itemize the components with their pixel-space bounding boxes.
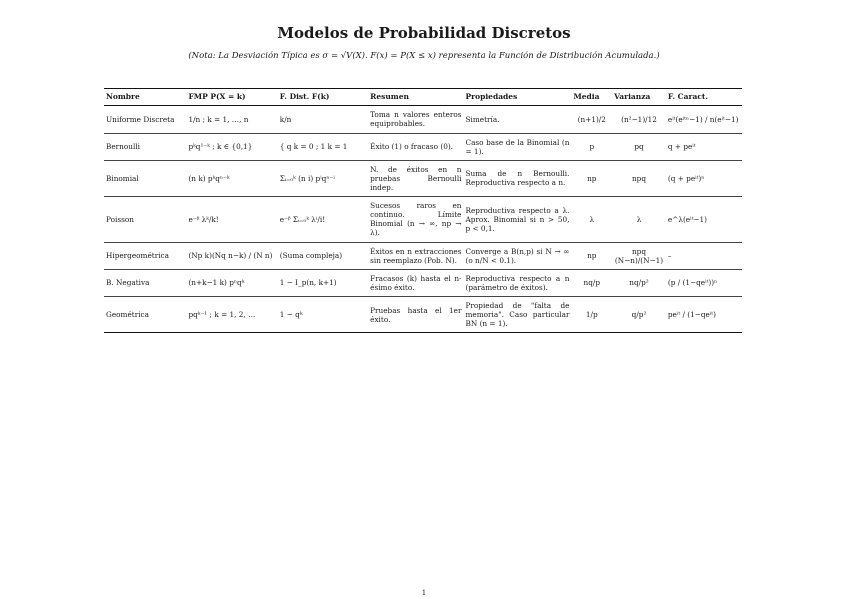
cell-summary: N. de éxitos en n pruebas Bernoulli indep.	[368, 160, 463, 196]
cell-char: (q + peⁱᵗ)ⁿ	[666, 160, 742, 196]
header-char: F. Caract.	[666, 89, 742, 106]
cell-pmf: 1/n ; k = 1, …, n	[186, 106, 277, 133]
cell-name: Binomial	[104, 160, 186, 196]
cell-cdf: e⁻ᵝ Σᵢ₌₀ᵏ λⁱ/i!	[278, 197, 368, 242]
header-cdf: F. Dist. F(k)	[278, 89, 368, 106]
page-number: 1	[421, 589, 427, 597]
cell-cdf: 1 − I_p(n, k+1)	[278, 269, 368, 296]
header-name: Nombre	[104, 89, 186, 106]
header-properties: Propiedades	[464, 89, 572, 106]
cell-name: Bernoulli	[104, 133, 186, 160]
cell-variance: pq	[612, 133, 666, 160]
cell-cdf: { q k = 0 ; 1 k = 1	[278, 133, 368, 160]
cell-pmf: pqᵏ⁻¹ ; k = 1, 2, …	[186, 297, 277, 333]
cell-properties: Suma de n Bernoulli. Reproductiva respecto a n.	[464, 160, 572, 196]
cell-name: B. Negativa	[104, 269, 186, 296]
header-variance: Varianza	[612, 89, 666, 106]
cell-char: (p / (1−qeⁱᵗ))ⁿ	[666, 269, 742, 296]
cell-properties: Reproductiva respecto a λ. Aprox. Binomial si n > 50, p < 0,1.	[464, 197, 572, 242]
cell-variance: nq/p²	[612, 269, 666, 296]
table-row	[104, 297, 742, 333]
cell-variance: (n²−1)/12	[612, 106, 666, 133]
cell-summary: Éxito (1) o fracaso (0).	[368, 133, 463, 160]
cell-char: q + peⁱᵗ	[666, 133, 742, 160]
cell-properties: Caso base de la Binomial (n = 1).	[464, 133, 572, 160]
cell-cdf: 1 − qᵏ	[278, 297, 368, 333]
page-note: (Nota: La Desviación Típica es σ = √V(X). F(x) = P(X ≤ x) representa la Función de Distribución Acumulada.)	[188, 51, 660, 61]
table-row	[104, 160, 742, 196]
cell-summary: Pruebas hasta el 1er éxito.	[368, 297, 463, 333]
cell-char: –	[666, 242, 742, 269]
cell-mean: (n+1)/2	[571, 106, 612, 133]
cell-name: Uniforme Discreta	[104, 106, 186, 133]
cell-pmf: e⁻ᵝ λᵏ/k!	[186, 197, 277, 242]
cell-properties: Simetría.	[464, 106, 572, 133]
cell-mean: λ	[571, 197, 612, 242]
cell-char: e^λ(eⁱᵗ−1)	[666, 197, 742, 242]
table-header-row	[104, 89, 742, 106]
cell-pmf: (Np k)(Nq n−k) / (N n)	[186, 242, 277, 269]
cell-mean: p	[571, 133, 612, 160]
cell-mean: nq/p	[571, 269, 612, 296]
cell-mean: np	[571, 242, 612, 269]
cell-char: peⁱᵗ / (1−qeⁱᵗ)	[666, 297, 742, 333]
cell-cdf: k/n	[278, 106, 368, 133]
cell-char: eⁱᵗ(eⁱᵗⁿ−1) / n(eⁱᵗ−1)	[666, 106, 742, 133]
cell-name: Hipergeométrica	[104, 242, 186, 269]
cell-cdf: Σᵢ₌₀ᵏ (n i) pⁱqⁿ⁻ⁱ	[278, 160, 368, 196]
cell-summary: Toma n valores enteros equiprobables.	[368, 106, 463, 133]
cell-variance: npq (N−n)/(N−1)	[612, 242, 666, 269]
header-summary: Resumen	[368, 89, 463, 106]
cell-name: Geométrica	[104, 297, 186, 333]
cell-variance: λ	[612, 197, 666, 242]
cell-mean: np	[571, 160, 612, 196]
cell-pmf: (n+k−1 k) pⁿqᵏ	[186, 269, 277, 296]
table-row	[104, 133, 742, 160]
table-row	[104, 242, 742, 269]
page-title: Modelos de Probabilidad Discretos	[277, 24, 571, 42]
cell-mean: 1/p	[571, 297, 612, 333]
cell-variance: npq	[612, 160, 666, 196]
cell-pmf: pᵏq¹⁻ᵏ ; k ∈ {0,1}	[186, 133, 277, 160]
cell-pmf: (n k) pᵏqⁿ⁻ᵏ	[186, 160, 277, 196]
cell-summary: Sucesos raros en continuo. Límite Binomial (n → ∞, np → λ).	[368, 197, 463, 242]
table-row	[104, 197, 742, 242]
table-row	[104, 269, 742, 296]
header-pmf: FMP P(X = k)	[186, 89, 277, 106]
cell-name: Poisson	[104, 197, 186, 242]
cell-properties: Reproductiva respecto a n (parámetro de éxitos).	[464, 269, 572, 296]
cell-variance: q/p²	[612, 297, 666, 333]
cell-properties: Propiedad de "falta de memoria". Caso particular BN (n = 1).	[464, 297, 572, 333]
cell-summary: Éxitos en n extracciones sin reemplazo (Pob. N).	[368, 242, 463, 269]
cell-summary: Fracasos (k) hasta el n-ésimo éxito.	[368, 269, 463, 296]
cell-cdf: (Suma compleja)	[278, 242, 368, 269]
header-mean: Media	[571, 89, 612, 106]
models-table	[104, 88, 742, 333]
cell-properties: Converge a B(n,p) si N → ∞ (o n/N < 0.1).	[464, 242, 572, 269]
table-row	[104, 106, 742, 133]
